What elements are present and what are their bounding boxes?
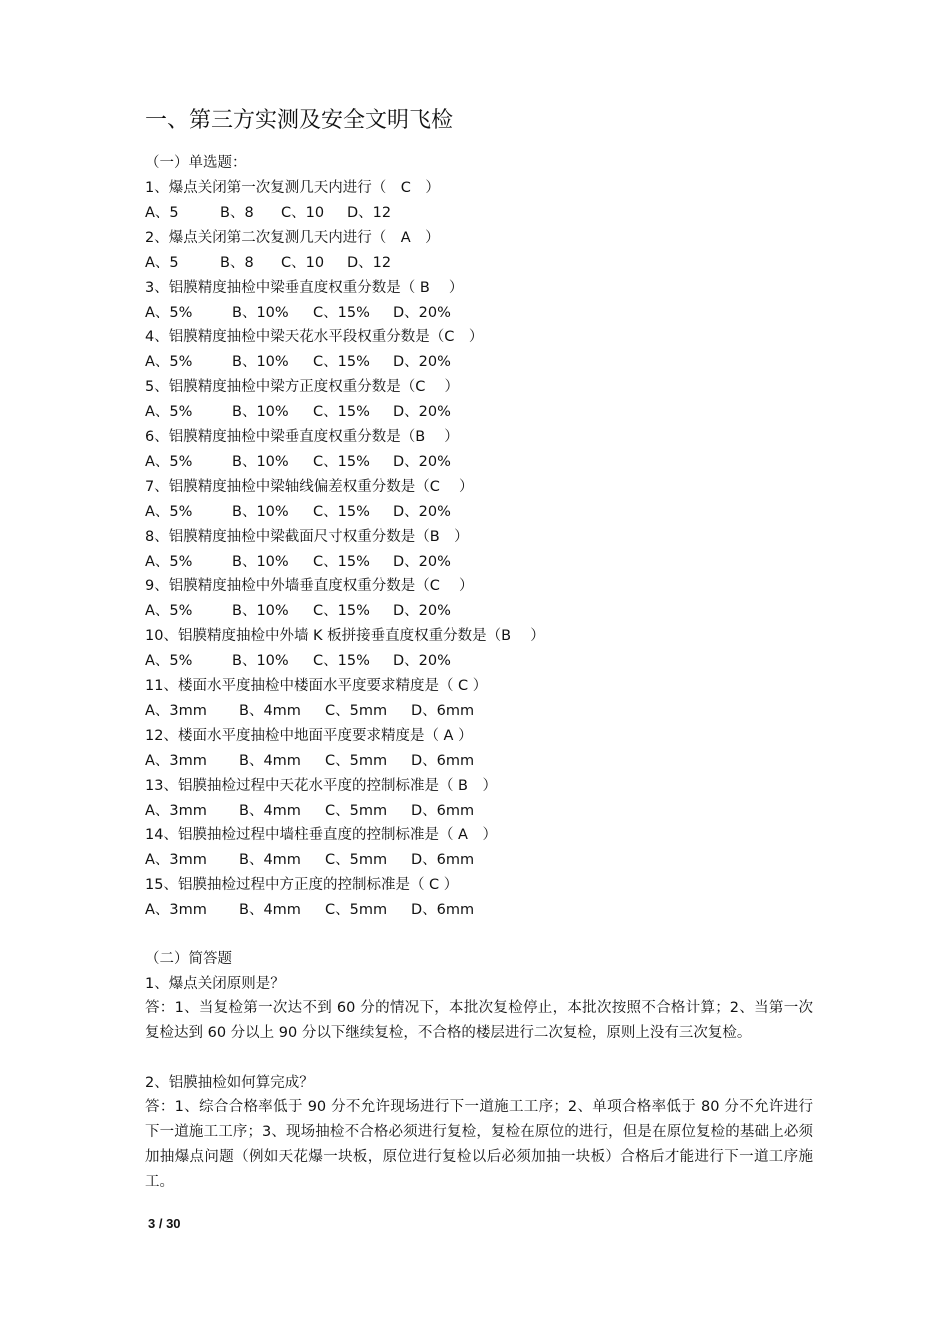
- question-text: 6、铝膜精度抽检中梁垂直度权重分数是（B ）: [145, 429, 459, 445]
- question-text: 4、铝膜精度抽检中梁天花水平段权重分数是（C ）: [145, 329, 484, 346]
- answer-option: B、8: [220, 205, 254, 221]
- answer-option: A、5%: [145, 454, 193, 470]
- answer-option: C、5mm: [325, 852, 388, 869]
- answer-option: D、20%: [393, 354, 451, 371]
- question-text: 13、铝膜抽检过程中天花水平度的控制标准是（ B ）: [145, 777, 498, 794]
- answer-option: B、4mm: [239, 752, 301, 769]
- answer-option: D、20%: [393, 454, 451, 470]
- answer-option: D、20%: [393, 304, 451, 321]
- short-answer-question-2: 2、铝膜抽检如何算完成？: [145, 1075, 314, 1091]
- answer-option: D、6mm: [411, 852, 475, 869]
- answer-option: A、5%: [145, 603, 193, 620]
- answer-option: C、10: [281, 254, 325, 271]
- question-text: 1、爆点关闭第一次复测几天内进行（ C ）: [145, 180, 440, 196]
- page-title: 一、第三方实测及安全文明飞检: [145, 108, 454, 133]
- answer-option: D、6mm: [411, 703, 475, 719]
- section-heading-short-answer: （二）简答题: [145, 951, 232, 967]
- question-text: 7、铝膜精度抽检中梁轴线偏差权重分数是（C ）: [145, 478, 474, 495]
- question-text: 12、楼面水平度抽检中地面平度要求精度是（ A ）: [145, 727, 473, 744]
- question-text: 10、铝膜精度抽检中外墙 K 板拼接垂直度权重分数是（B ）: [145, 628, 545, 645]
- answer-option: B、10%: [232, 553, 289, 570]
- answer-option: B、10%: [232, 454, 289, 470]
- answer-option: B、8: [220, 254, 254, 271]
- answer-option: C、5mm: [325, 703, 388, 719]
- answer-option: C、15%: [313, 603, 370, 620]
- answer-option: D、6mm: [411, 902, 475, 919]
- answer-option: D、20%: [393, 553, 451, 570]
- short-answer-answer-2: 答：1、综合合格率低于 90 分不允许现场进行下一道施工工序；2、单项合格率低于 80 分不允许进行下一道施工工序；3、现场抽检不合格必须进行复检，复检在原位的进行，但是在原位复检的基础上必须加抽爆点问题（例如天花爆一块板，原位进行复检以后必须加抽一块板）合格后才能进行下一道工序施工。: [145, 1099, 813, 1190]
- section-heading-single-choice: （一）单选题：: [145, 155, 247, 171]
- answer-option: D、6mm: [411, 802, 475, 819]
- answer-option: A、5%: [145, 404, 193, 421]
- answer-option: C、15%: [313, 354, 370, 371]
- answer-option: D、20%: [393, 404, 451, 421]
- short-answer-answer-1: 答：1、当复检第一次达不到 60 分的情况下，本批次复检停止，本批次按照不合格计算；2、当第一次复检达到 60 分以上 90 分以下继续复检，不合格的楼层进行二次复检，原则上没有三次复检。: [145, 1000, 813, 1041]
- answer-option: A、5%: [145, 304, 193, 321]
- answer-option: B、4mm: [239, 902, 301, 919]
- answer-option: C、15%: [313, 503, 370, 520]
- answer-option: A、3mm: [145, 852, 207, 869]
- question-text: 5、铝膜精度抽检中梁方正度权重分数是（C ）: [145, 379, 459, 396]
- answer-option: D、12: [347, 254, 392, 271]
- question-text: 2、爆点关闭第二次复测几天内进行（ A ）: [145, 229, 440, 246]
- question-text: 9、铝膜精度抽检中外墙垂直度权重分数是（C ）: [145, 578, 474, 595]
- answer-option: C、10: [281, 205, 325, 221]
- answer-option: A、5: [145, 205, 179, 221]
- answer-option: C、5mm: [325, 902, 388, 919]
- answer-option: C、15%: [313, 454, 370, 470]
- answer-option: C、5mm: [325, 802, 388, 819]
- answer-option: B、4mm: [239, 852, 301, 869]
- answer-option: D、6mm: [411, 752, 475, 769]
- answer-option: B、4mm: [239, 802, 301, 819]
- answer-option: C、5mm: [325, 752, 388, 769]
- answer-option: A、3mm: [145, 703, 207, 719]
- question-text: 3、铝膜精度抽检中梁垂直度权重分数是（ B ）: [145, 279, 464, 296]
- answer-option: B、4mm: [239, 703, 301, 719]
- answer-option: A、5: [145, 254, 179, 271]
- answer-option: B、10%: [232, 653, 289, 670]
- answer-option: C、15%: [313, 653, 370, 670]
- question-text: 15、铝膜抽检过程中方正度的控制标准是（ C ）: [145, 877, 459, 894]
- short-answer-question-1: 1、爆点关闭原则是？: [145, 976, 285, 992]
- answer-option: B、10%: [232, 404, 289, 421]
- answer-option: C、15%: [313, 553, 370, 570]
- question-text: 11、楼面水平度抽检中楼面水平度要求精度是（ C ）: [145, 678, 488, 694]
- answer-option: A、3mm: [145, 902, 207, 919]
- answer-option: D、12: [347, 205, 392, 221]
- answer-option: A、3mm: [145, 802, 207, 819]
- answer-option: B、10%: [232, 304, 289, 321]
- answer-option: D、20%: [393, 603, 451, 620]
- answer-option: B、10%: [232, 354, 289, 371]
- question-text: 8、铝膜精度抽检中梁截面尺寸权重分数是（B ）: [145, 528, 469, 545]
- page-number: 3 / 30: [148, 1216, 181, 1231]
- answer-option: A、5%: [145, 553, 193, 570]
- answer-option: B、10%: [232, 603, 289, 620]
- answer-option: D、20%: [393, 653, 451, 670]
- answer-option: A、3mm: [145, 752, 207, 769]
- answer-option: A、5%: [145, 503, 193, 520]
- answer-option: A、5%: [145, 653, 193, 670]
- answer-option: A、5%: [145, 354, 193, 371]
- answer-option: D、20%: [393, 503, 451, 520]
- question-text: 14、铝膜抽检过程中墙柱垂直度的控制标准是（ A ）: [145, 827, 497, 844]
- answer-option: C、15%: [313, 404, 370, 421]
- answer-option: C、15%: [313, 304, 370, 321]
- answer-option: B、10%: [232, 503, 289, 520]
